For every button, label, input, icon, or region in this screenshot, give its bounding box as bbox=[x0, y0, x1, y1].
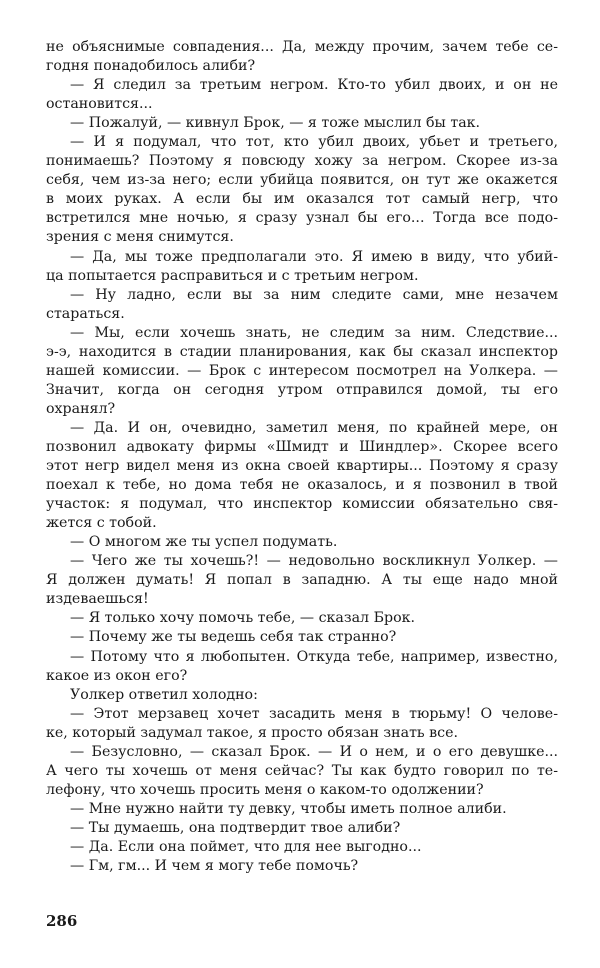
page-number: 286 bbox=[46, 912, 78, 930]
text-line: — Мне нужно найти ту девку, чтобы иметь полное алиби. bbox=[70, 800, 507, 817]
text-line: — Да. И он, очевидно, заметил меня, по крайней мере, он bbox=[70, 419, 558, 436]
text-line: — Чего же ты хочешь?! — недовольно воскликнул Уолкер. — bbox=[70, 553, 558, 570]
text-line: А чего ты хочешь от меня сейчас? Ты как будто говорил по те- bbox=[46, 762, 558, 779]
text-line: — Пожалуй, — кивнул Брок, — я тоже мыслил бы так. bbox=[70, 115, 481, 132]
text-line: не объяснимые совпадения... Да, между прочим, зачем тебе се- bbox=[46, 39, 558, 55]
text-line: стараться. bbox=[46, 305, 125, 322]
text-line: — Я следил за третьим негром. Кто-то убил двоих, и он не bbox=[70, 77, 558, 94]
text-line: Я должен думать! Я попал в западню. А ты еще надо мной bbox=[46, 572, 558, 589]
text-line: остановится... bbox=[46, 96, 153, 113]
text-line: участок: я подумал, что инспектор комиссии обязательно свя- bbox=[46, 496, 558, 513]
text-line: поехал к тебе, но дома тебя не оказалось, и я позвонил в твой bbox=[46, 477, 558, 494]
text-line: этот негр видел меня из окна своей квартиры... Поэтому я сразу bbox=[46, 458, 558, 475]
text-line: — Ну ладно, если вы за ним следите сами, мне незачем bbox=[70, 286, 558, 303]
text-line: — Да, мы тоже предполагали это. Я имею в виду, что убий- bbox=[70, 248, 558, 265]
text-line: охранял? bbox=[46, 400, 116, 417]
text-line: лефону, что хочешь просить меня о каком-то одолжении? bbox=[46, 781, 484, 798]
text-line: — Мы, если хочешь знать, не следим за ним. Следствие... bbox=[70, 324, 558, 341]
text-line: — Безусловно, — сказал Брок. — И о нем, и о его девушке... bbox=[70, 743, 558, 760]
text-line: — Гм, гм... И чем я могу тебе помочь? bbox=[70, 858, 359, 875]
text-line: ке, который задумал такое, я просто обязан знать все. bbox=[46, 724, 459, 741]
text-line: понимаешь? Поэтому я повсюду хожу за негром. Скорее из-за bbox=[46, 153, 558, 170]
text-line: ца попытается расправиться и с третьим негром. bbox=[46, 267, 419, 284]
text-line: — Ты думаешь, она подтвердит твое алиби? bbox=[70, 819, 401, 836]
text-line: — Потому что я любопытен. Откуда тебе, например, известно, bbox=[70, 648, 558, 665]
text-line: — Этот мерзавец хочет засадить меня в тюрьму! О челове- bbox=[70, 705, 558, 722]
text-line: — И я подумал, что тот, кто убил двоих, убьет и третьего, bbox=[70, 134, 558, 151]
text-line: — Я только хочу помочь тебе, — сказал Брок. bbox=[70, 610, 415, 627]
text-line: — Почему же ты ведешь себя так странно? bbox=[70, 629, 397, 646]
text-line: э-э, находится в стадии планирования, как бы сказал инспектор bbox=[46, 343, 558, 360]
text-line: в моих руках. А если бы им оказался тот самый негр, что bbox=[46, 191, 558, 208]
text-line: годня понадобилось алиби? bbox=[46, 58, 256, 75]
text-line: позвонил адвокату фирмы «Шмидт и Шиндлер». Скорее всего bbox=[46, 438, 558, 455]
text-line: — О многом же ты успел подумать. bbox=[70, 534, 338, 551]
text-line: какое из окон его? bbox=[46, 667, 188, 684]
text-line: зрения с меня снимутся. bbox=[46, 229, 234, 246]
text-line: встретился мне ночью, я сразу узнал бы его... Тогда все подо- bbox=[46, 210, 558, 227]
text-line: Уолкер ответил холодно: bbox=[70, 686, 258, 703]
text-line: издеваешься! bbox=[46, 591, 149, 608]
text-line: — Да. Если она поймет, что для нее выгодно... bbox=[70, 838, 422, 855]
text-line: жется с тобой. bbox=[46, 515, 157, 532]
text-line: Значит, когда он сегодня утром отправился домой, ты его bbox=[46, 381, 558, 398]
page-text-body bbox=[46, 38, 558, 876]
text-line: себя, чем из-за него; если убийца появится, он тут же окажется bbox=[46, 172, 558, 189]
text-line: нашей комиссии. — Брок с интересом посмотрел на Уолкера. — bbox=[46, 362, 558, 379]
